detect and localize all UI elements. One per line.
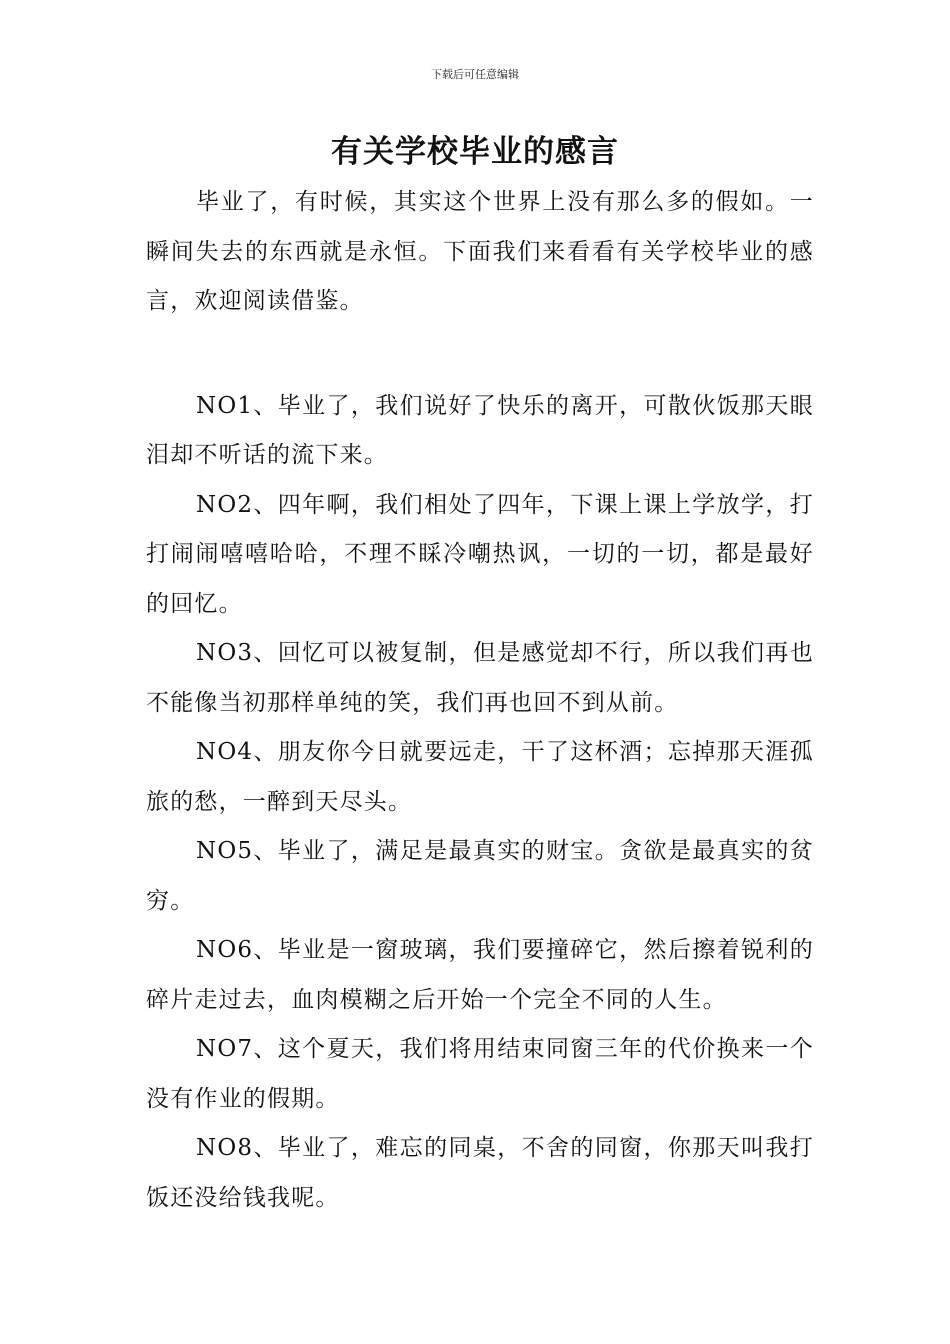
- list-item: NO1、毕业了，我们说好了快乐的离开，可散伙饭那天眼泪却不听话的流下来。: [146, 392, 814, 468]
- list-item: NO5、毕业了，满足是最真实的财宝。贪欲是最真实的贫穷。: [146, 838, 814, 914]
- paragraph-gap: [146, 327, 814, 382]
- intro-paragraph: 毕业了，有时候，其实这个世界上没有那么多的假如。一瞬间失去的东西就是永恒。下面我们来看看有关学校毕业的感言，欢迎阅读借鉴。: [146, 189, 814, 314]
- document-body: [146, 178, 814, 1223]
- list-item: NO4、朋友你今日就要远走，干了这杯酒；忘掉那天涯孤旅的愁，一醉到天尽头。: [146, 739, 814, 815]
- list-item: NO6、毕业是一窗玻璃，我们要撞碎它，然后擦着锐利的碎片走过去，血肉模糊之后开始一个完全不同的人生。: [146, 937, 814, 1013]
- page-title: 有关学校毕业的感言: [331, 134, 619, 170]
- list-item: NO3、回忆可以被复制，但是感觉却不行，所以我们再也不能像当初那样单纯的笑，我们再也回不到从前。: [146, 640, 814, 716]
- list-item: NO8、毕业了，难忘的同桌，不舍的同窗，你那天叫我打饭还没给钱我呢。: [146, 1135, 814, 1211]
- header-note: 下载后可任意编辑: [431, 68, 519, 81]
- list-item: NO2、四年啊，我们相处了四年，下课上课上学放学，打打闹闹嘻嘻哈哈，不理不睬冷嘲热讽，一切的一切，都是最好的回忆。: [146, 491, 814, 617]
- list-item: NO7、这个夏天，我们将用结束同窗三年的代价换来一个没有作业的假期。: [146, 1036, 814, 1112]
